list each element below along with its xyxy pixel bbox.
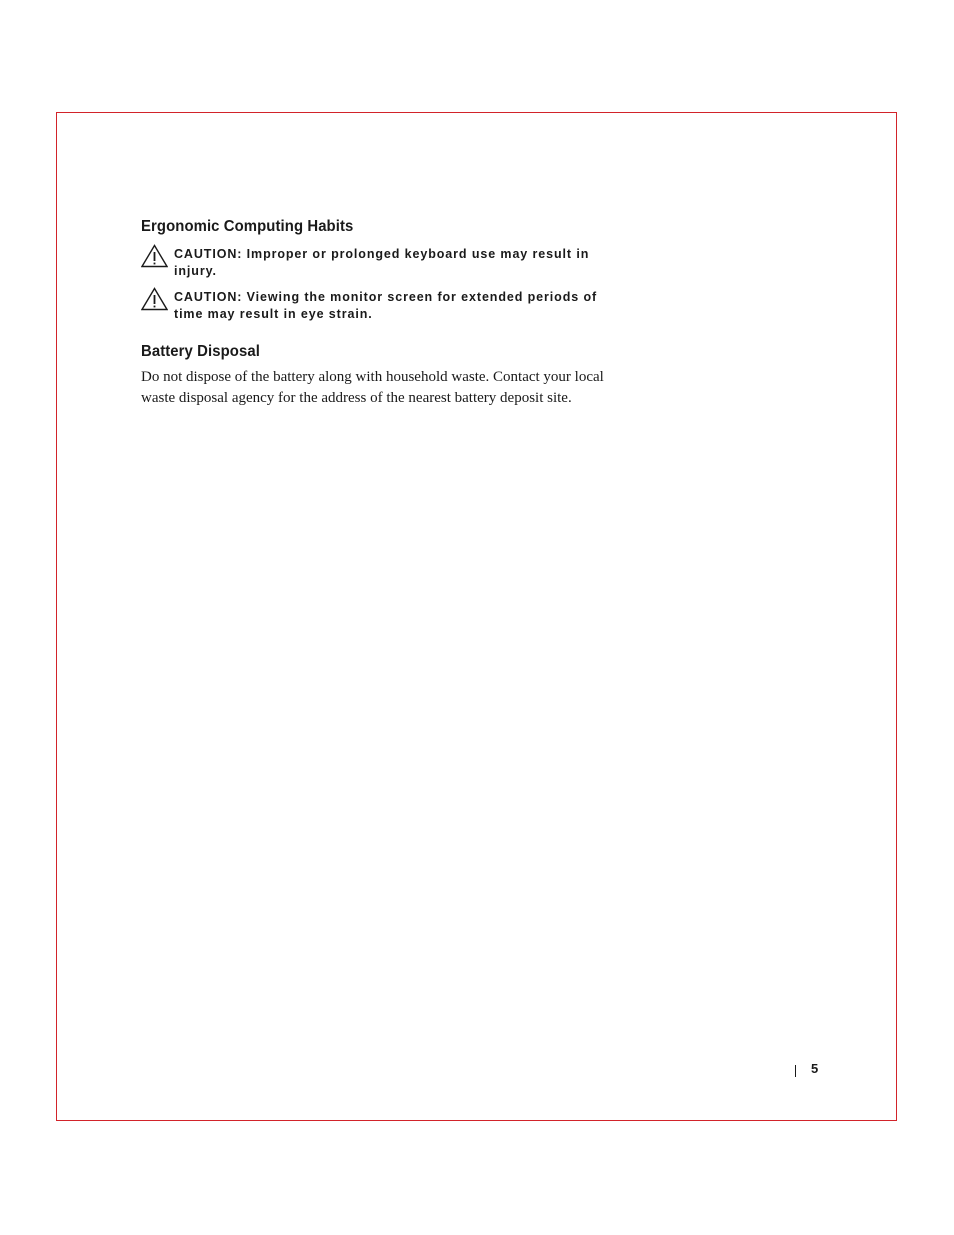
warning-triangle-icon: [141, 287, 168, 311]
caution-text: CAUTION: Viewing the monitor screen for extended periods of time may result in eye strain.: [174, 290, 598, 321]
footer-divider: [795, 1065, 796, 1077]
caution-keyboard: [141, 246, 611, 280]
heading-ergonomic-computing-habits: Ergonomic Computing Habits: [141, 218, 354, 235]
heading-battery-disposal: Battery Disposal: [141, 343, 260, 360]
caution-text: CAUTION: Improper or prolonged keyboard use may result in injury.: [174, 247, 590, 278]
caution-monitor: [141, 289, 611, 323]
page-number: 5: [811, 1061, 819, 1076]
page-content: [141, 218, 611, 409]
battery-disposal-paragraph: Do not dispose of the battery along with household waste. Contact your local waste disposal agency for the address of the nearest battery deposit site.: [141, 369, 604, 406]
warning-triangle-icon: [141, 244, 168, 268]
